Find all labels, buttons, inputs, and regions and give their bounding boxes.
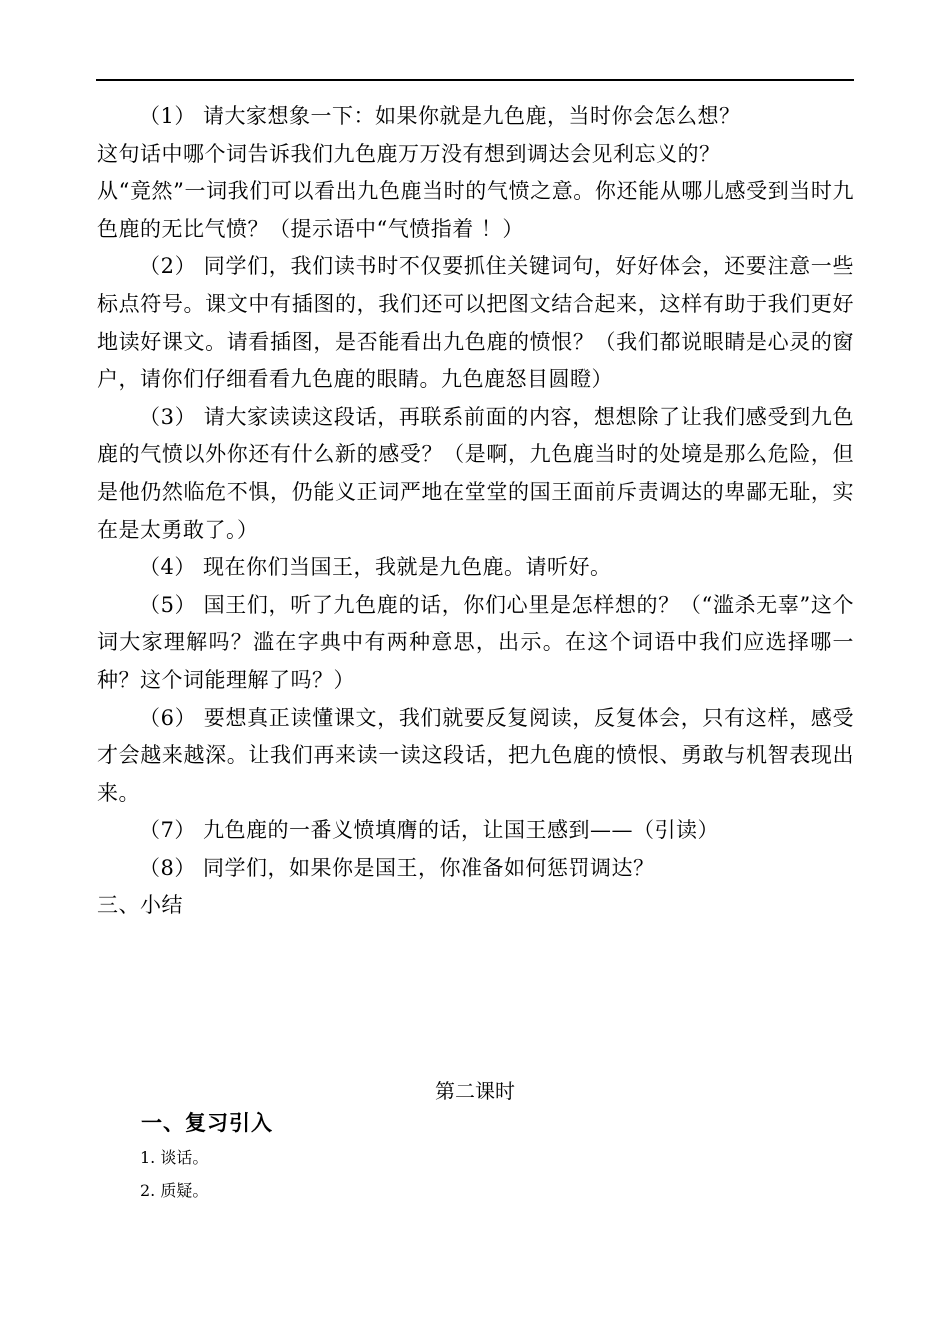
body-text <box>97 98 854 925</box>
paragraph-7: （5） 国王们，听了九色鹿的话，你们心里是怎样想的？（“滥杀无辜”这个词大家理解吗？滥在字典中有两种意思，出示。在这个词语中我们应选择哪一种？这个词能理解了吗？） <box>97 592 854 692</box>
paragraph-2: 这句话中哪个词告诉我们九色鹿万万没有想到调达会见利忘义的？ <box>97 141 721 166</box>
paragraph-11: 三、小结 <box>97 893 183 918</box>
heading: 一、复习引入 <box>141 1110 273 1135</box>
section-title: 第二课时 <box>435 1079 515 1103</box>
list-item: 1. 谈话。 <box>140 1148 209 1167</box>
paragraph-5: （3） 请大家读读这段话，再联系前面的内容，想想除了让我们感受到九色鹿的气愤以外你还有什么新的感受？（是啊，九色鹿当时的处境是那么危险，但是他仍然临危不惧，仍能义正词严地在堂堂的国王面前斥责调达的卑鄙无耻，实在是太勇敢了。） <box>97 404 854 542</box>
paragraph-9: （7） 九色鹿的一番义愤填膺的话，让国王感到——（引读） <box>139 818 720 843</box>
list-item: 2. 质疑。 <box>140 1181 209 1200</box>
paragraph-10: （8） 同学们，如果你是国王，你准备如何惩罚调达？ <box>139 855 655 880</box>
paragraph-1: （1） 请大家想象一下：如果你就是九色鹿，当时你会怎么想？ <box>139 104 741 128</box>
paragraph-3: 从“竟然”一词我们可以看出九色鹿当时的气愤之意。你还能从哪儿感受到当时九色鹿的无比气愤？（提示语中“气愤指着 ！） <box>97 179 854 241</box>
header-rule <box>96 79 854 81</box>
paragraph-4: （2） 同学们，我们读书时不仅要抓住关键词句，好好体会，还要注意一些标点符号。课文中有插图的，我们还可以把图文结合起来，这样有助于我们更好地读好课文。请看插图，是否能看出九色鹿的愤恨？（我们都说眼睛是心灵的窗户，请你们仔细看看九色鹿的眼睛。九色鹿怒目圆瞪） <box>97 254 854 392</box>
paragraph-6: （4） 现在你们当国王，我就是九色鹿。请听好。 <box>139 555 612 580</box>
paragraph-8: （6） 要想真正读懂课文，我们就要反复阅读，反复体会，只有这样，感受才会越来越深。让我们再来读一读这段话，把九色鹿的愤恨、勇敢与机智表现出来。 <box>97 705 854 805</box>
